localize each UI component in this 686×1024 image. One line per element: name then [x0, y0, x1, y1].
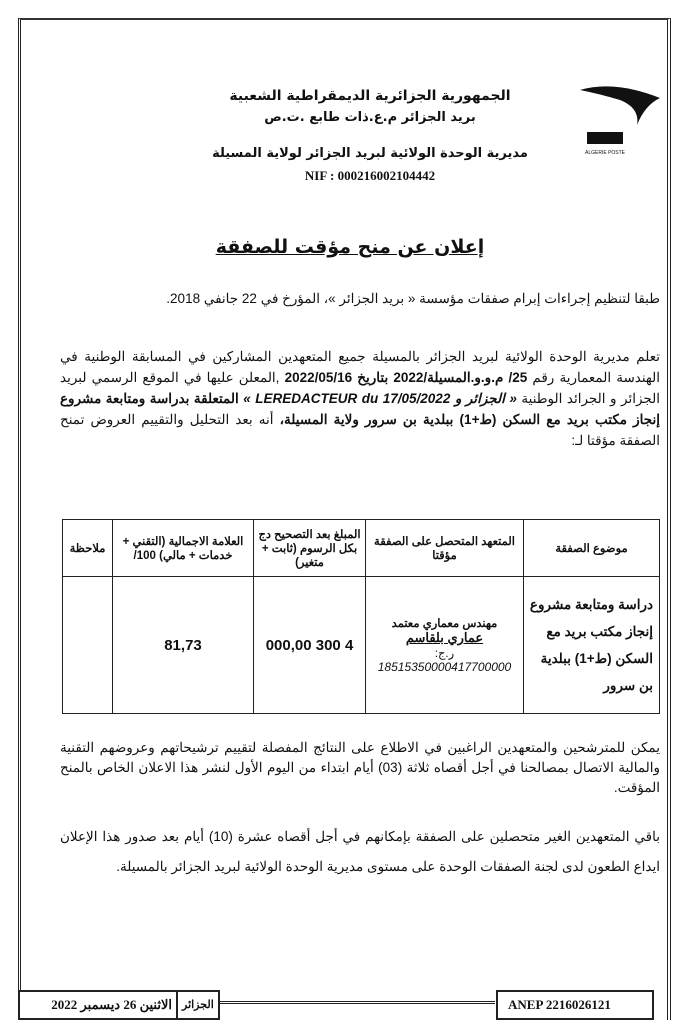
header-amount: المبلغ بعد التصحيح دج بكل الرسوم (ثابت + متغير)	[254, 520, 366, 577]
project-desc: المتعلقة بدراسة ومتابعة مشروع إنجاز مكتب بريد مع السكن (ط+1) ببلدية بن سرور ولاية المسيلة،	[60, 391, 660, 427]
results-paragraph: يمكن للمترشحين والمتعهدين الراغبين في الاطلاع على النتائج المفصلة لتقييم ترشيحاتهم وعروضهم التقنية والمالية الاتصال بمصالحنا في أجل أقصاه ثلاثة (03) أيام ابتداء من اليوم الأول لنشر هذا الاعلان الخاص بالمنح المؤقت.	[60, 740, 661, 795]
footer-divider	[215, 1001, 495, 1004]
cell-contractor	[366, 577, 524, 714]
intro-paragraph: طبقا لتنظيم إجراءات إبرام صفقات مؤسسة « بريد الجزائر »، المؤرخ في 22 جانفي 2018.	[166, 291, 660, 306]
cell-amount: 4 300 000,00	[254, 577, 366, 714]
directorate-name: مديرية الوحدة الولائية لبريد الجزائر لولاية المسيلة	[212, 146, 528, 161]
rj-number: 18515350000417700000	[377, 660, 512, 674]
text: أنه بعد التحليل والتقييم العروض تمنح الصفقة مؤقتا لـ:	[60, 412, 660, 448]
anep-reference: ANEP 2216026121	[496, 990, 654, 1020]
text: تعلم مديرية الوحدة الولائية لبريد الجزائر بالمسيلة جميع المتعهدين المشاركين في المسابقة الوطنية في الهندسة المعمارية رقم	[60, 349, 661, 385]
newspapers: « الجزائر و LEREDACTEUR du 17/05/2022 »	[243, 391, 517, 406]
page-title: إعلان عن منح مؤقت للصفقة	[215, 236, 485, 258]
appeal-paragraph: باقي المتعهدين الغير متحصلين على الصفقة بإمكانهم في أجل أقصاه عشرة (10) أيام بعد صدور هذا الإعلان ايداع الطعون لدى لجنة الصفقات الوحدة على مستوى مديرية الوحدة الولائية لبريد الجزائر بالمسيلة.	[60, 829, 660, 874]
text: ,المعلن عليها في الموقع الرسمي لبريد الجزائر و الجرائد الوطنية	[60, 370, 660, 406]
company-name: بريد الجزائر م.ع.ذات طابع .ت.ص	[264, 110, 476, 125]
nif-number: NIF : 000216002104442	[304, 168, 436, 183]
algerie-poste-logo	[575, 80, 665, 160]
rj-label: ر.ج:	[434, 648, 455, 660]
contractor-title: مهندس معماري معتمد	[391, 618, 498, 630]
publication-date: الاثنين 26 ديسمبر 2022	[18, 990, 184, 1020]
header-note: ملاحظة	[63, 520, 113, 577]
table-row	[63, 577, 660, 714]
cell-subject: دراسة ومتابعة مشروع إنجاز مكتب بريد مع السكن (ط+1) ببلدية بن سرور	[524, 577, 660, 714]
cell-score: 81,73	[113, 577, 254, 714]
notice-paragraph	[60, 346, 660, 451]
contractor-name: عماري بلقاسم	[405, 630, 484, 645]
republic-name: الجمهورية الجزائرية الديمقراطية الشعبية	[229, 88, 511, 104]
header-subject: موضوع الصفقة	[524, 520, 660, 577]
cell-note	[63, 577, 113, 714]
header-score: العلامة الاجمالية (التقني + خدمات + مالي) 100/	[113, 520, 254, 577]
newspaper-name: الجزائر	[176, 990, 220, 1020]
svg-text:ALGERIE POSTE: ALGERIE POSTE	[585, 150, 626, 156]
competition-ref: 25/ م.و.و.المسيلة/2022 بتاريخ 2022/05/16	[284, 370, 528, 385]
header-contractor: المتعهد المتحصل على الصفقة مؤقتا	[366, 520, 524, 577]
award-table	[62, 519, 660, 714]
